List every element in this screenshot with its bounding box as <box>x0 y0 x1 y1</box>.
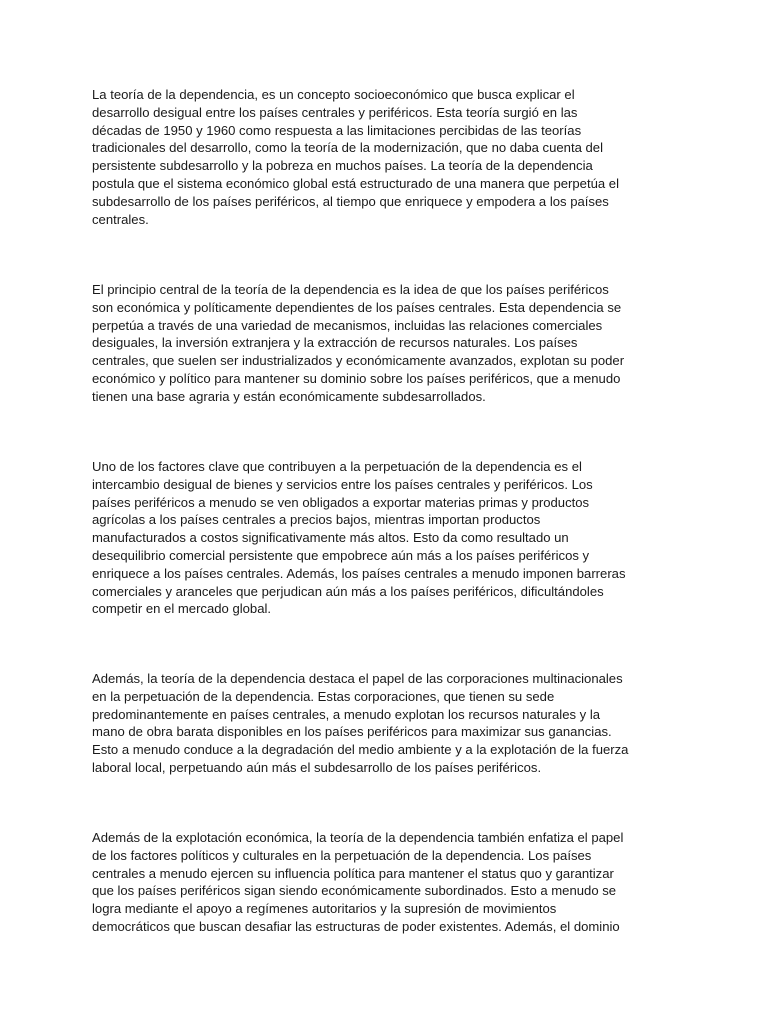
paragraph-5: Además de la explotación económica, la teoría de la dependencia también enfatiza el papel de los factores políticos y culturales en la perpetuación de la dependencia. Los países centrales a menudo ejercen su influencia política para mantener el status quo y garantizar que los países periféricos sigan siendo económicamente subordinados. Esto a menudo se logra mediante el apoyo a regímenes autoritarios y la supresión de movimientos democráticos que buscan desafiar las estructuras de poder existentes. Además, el dominio <box>92 830 624 934</box>
paragraph-1: La teoría de la dependencia, es un concepto socioeconómico que busca explicar el desarrollo desigual entre los países centrales y periféricos. Esta teoría surgió en las décadas de 1950 y 1960 como respuesta a las limitaciones percibidas de las teorías tradicionales del desarrollo, como la teoría de la modernización, que no daba cuenta del persistente subdesarrollo y la pobreza en muchos países. La teoría de la dependencia postula que el sistema económico global está estructurado de una manera que perpetúa el subdesarrollo de los países periféricos, al tiempo que enriquece y empodera a los países centrales. <box>92 87 619 227</box>
paragraph-3: Uno de los factores clave que contribuyen a la perpetuación de la dependencia es el intercambio desigual de bienes y servicios entre los países centrales y periféricos. Los países periféricos a menudo se ven obligados a exportar materias primas y productos agrícolas a los países centrales a precios bajos, mientras importan productos manufacturados a costos significativamente más altos. Esto da como resultado un desequilibrio comercial persistente que empobrece aún más a los países periféricos y enriquece a los países centrales. Además, los países centrales a menudo imponen barreras comerciales y aranceles que perjudican aún más a los países periféricos, dificultándoles competir en el mercado global. <box>92 459 626 617</box>
paragraph-2: El principio central de la teoría de la dependencia es la idea de que los países periféricos son económica y políticamente dependientes de los países centrales. Esta dependencia se perpetúa a través de una variedad de mecanismos, incluidas las relaciones comerciales desiguales, la inversión extranjera y la extracción de recursos naturales. Los países centrales, que suelen ser industrializados y económicamente avanzados, explotan su poder económico y político para mantener su dominio sobre los países periféricos, que a menudo tienen una base agraria y están económicamente subdesarrollados. <box>92 282 625 404</box>
paragraph-4: Además, la teoría de la dependencia destaca el papel de las corporaciones multinacionales en la perpetuación de la dependencia. Estas corporaciones, que tienen su sede predominantemente en países centrales, a menudo explotan los recursos naturales y la mano de obra barata disponibles en los países periféricos para maximizar sus ganancias. Esto a menudo conduce a la degradación del medio ambiente y a la explotación de la fuerza laboral local, perpetuando aún más el subdesarrollo de los países periféricos. <box>92 671 629 775</box>
